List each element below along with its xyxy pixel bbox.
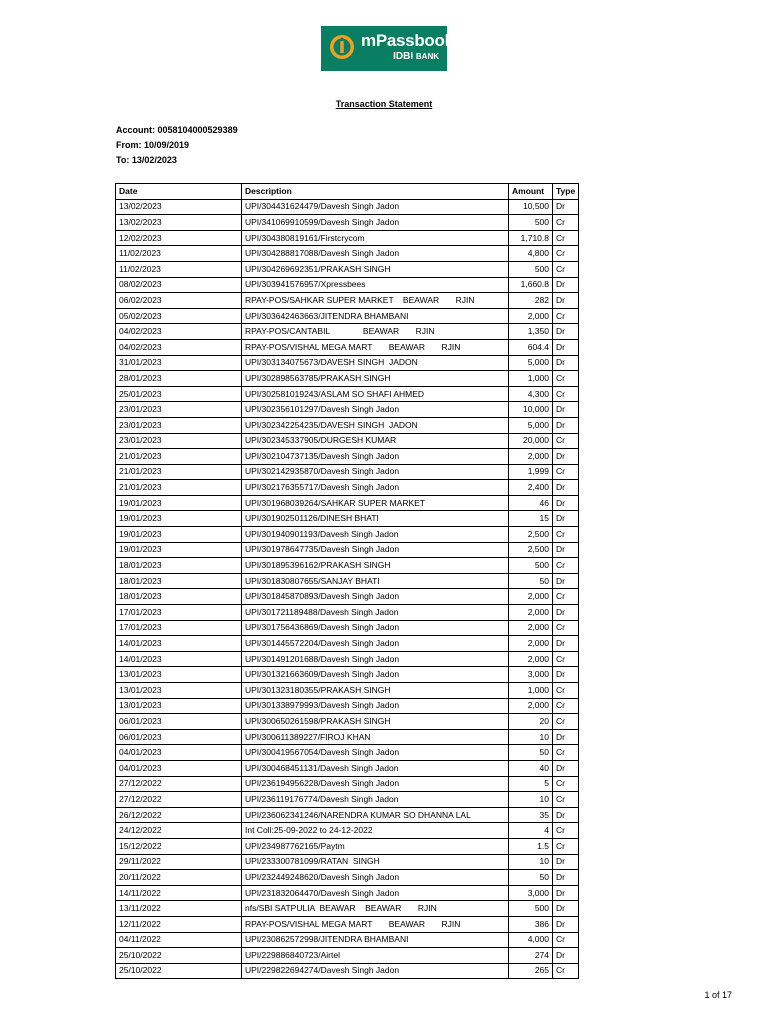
cell-amount: 4,300 (509, 386, 553, 402)
table-row (116, 511, 579, 527)
cell-date: 13/01/2023 (116, 683, 242, 699)
cell-date: 19/01/2023 (116, 511, 242, 527)
cell-type: Cr (553, 792, 579, 808)
cell-date: 21/01/2023 (116, 480, 242, 496)
cell-date: 23/01/2023 (116, 433, 242, 449)
table-row (116, 651, 579, 667)
cell-amount: 50 (509, 573, 553, 589)
table-row (116, 916, 579, 932)
cell-date: 11/02/2023 (116, 246, 242, 262)
cell-amount: 265 (509, 963, 553, 979)
cell-amount: 2,000 (509, 605, 553, 621)
cell-amount: 10,000 (509, 402, 553, 418)
cell-type: Dr (553, 573, 579, 589)
cell-date: 18/01/2023 (116, 589, 242, 605)
cell-date: 18/01/2023 (116, 573, 242, 589)
cell-amount: 274 (509, 948, 553, 964)
cell-type: Dr (553, 870, 579, 886)
cell-amount: 3,000 (509, 885, 553, 901)
cell-type: Cr (553, 776, 579, 792)
cell-date: 20/11/2022 (116, 870, 242, 886)
cell-type: Cr (553, 308, 579, 324)
cell-date: 27/12/2022 (116, 776, 242, 792)
cell-amount: 10 (509, 729, 553, 745)
table-row (116, 355, 579, 371)
cell-date: 17/01/2023 (116, 605, 242, 621)
cell-amount: 1,710.8 (509, 230, 553, 246)
cell-amount: 386 (509, 916, 553, 932)
cell-type: Cr (553, 683, 579, 699)
cell-date: 31/01/2023 (116, 355, 242, 371)
cell-type: Cr (553, 698, 579, 714)
cell-type: Cr (553, 620, 579, 636)
cell-amount: 4,800 (509, 246, 553, 262)
cell-amount: 50 (509, 745, 553, 761)
table-row (116, 838, 579, 854)
cell-description: UPI/300611389227/FIROJ KHAN (242, 729, 509, 745)
cell-type: Cr (553, 386, 579, 402)
account-number: Account: 0058104000529389 (116, 125, 238, 135)
cell-description: UPI/301895396162/PRAKASH SINGH (242, 558, 509, 574)
cell-amount: 604.4 (509, 339, 553, 355)
table-row (116, 823, 579, 839)
logo-bank: IDBI (393, 51, 414, 62)
cell-amount: 5 (509, 776, 553, 792)
cell-date: 06/01/2023 (116, 729, 242, 745)
cell-type: Dr (553, 636, 579, 652)
table-row (116, 963, 579, 979)
table-row (116, 339, 579, 355)
cell-description: UPI/301978647735/Davesh Singh Jadon (242, 542, 509, 558)
cell-type: Dr (553, 916, 579, 932)
cell-type: Dr (553, 807, 579, 823)
table-row (116, 464, 579, 480)
cell-type: Cr (553, 714, 579, 730)
from-date: From: 10/09/2019 (116, 140, 190, 150)
cell-description: UPI/304380819161/Firstcrycom (242, 230, 509, 246)
table-row (116, 433, 579, 449)
cell-type: Cr (553, 433, 579, 449)
cell-description: nfs/SBI SATPULIA BEAWAR BEAWAR RJIN (242, 901, 509, 917)
table-row (116, 807, 579, 823)
cell-description: UPI/303941576957/Xpressbees (242, 277, 509, 293)
cell-type: Cr (553, 838, 579, 854)
cell-date: 21/01/2023 (116, 449, 242, 465)
cell-description: UPI/302581019243/ASLAM SO SHAFI AHMED (242, 386, 509, 402)
cell-description: UPI/302342254235/DAVESH SINGH JADON (242, 417, 509, 433)
cell-amount: 282 (509, 293, 553, 309)
cell-description: UPI/300419567054/Davesh Singh Jadon (242, 745, 509, 761)
cell-date: 04/02/2023 (116, 339, 242, 355)
table-row (116, 402, 579, 418)
column-header-amount: Amount (509, 184, 553, 200)
cell-date: 23/01/2023 (116, 417, 242, 433)
cell-description: Int Coll:25-09-2022 to 24-12-2022 (242, 823, 509, 839)
cell-description: UPI/232449248620/Davesh Singh Jadon (242, 870, 509, 886)
cell-type: Dr (553, 605, 579, 621)
column-header-date: Date (116, 184, 242, 200)
cell-description: UPI/234987762165/Paytm (242, 838, 509, 854)
cell-amount: 2,000 (509, 651, 553, 667)
cell-date: 28/01/2023 (116, 371, 242, 387)
transaction-table (115, 183, 579, 979)
cell-description: UPI/236119176774/Davesh Singh Jadon (242, 792, 509, 808)
logo-bank-name (393, 51, 439, 63)
cell-description: UPI/301940901193/Davesh Singh Jadon (242, 527, 509, 543)
cell-description: UPI/304431624479/Davesh Singh Jadon (242, 199, 509, 215)
cell-amount: 3,000 (509, 667, 553, 683)
cell-description: UPI/302898563785/PRAKASH SINGH (242, 371, 509, 387)
cell-date: 21/01/2023 (116, 464, 242, 480)
table-row (116, 714, 579, 730)
cell-type: Cr (553, 230, 579, 246)
cell-amount: 5,000 (509, 355, 553, 371)
cell-amount: 4,000 (509, 932, 553, 948)
table-row (116, 542, 579, 558)
cell-description: UPI/302142935870/Davesh Singh Jadon (242, 464, 509, 480)
cell-description: RPAY-POS/VISHAL MEGA MART BEAWAR RJIN (242, 916, 509, 932)
cell-amount: 20 (509, 714, 553, 730)
statement-title: Transaction Statement (335, 99, 433, 109)
cell-date: 06/01/2023 (116, 714, 242, 730)
cell-date: 12/02/2023 (116, 230, 242, 246)
account-info (116, 123, 238, 168)
cell-date: 13/11/2022 (116, 901, 242, 917)
table-row (116, 386, 579, 402)
cell-amount: 2,000 (509, 620, 553, 636)
cell-amount: 500 (509, 558, 553, 574)
table-row (116, 870, 579, 886)
cell-type: Dr (553, 854, 579, 870)
cell-description: UPI/301756436869/Davesh Singh Jadon (242, 620, 509, 636)
cell-amount: 5,000 (509, 417, 553, 433)
table-row (116, 729, 579, 745)
cell-description: UPI/302176355717/Davesh Singh Jadon (242, 480, 509, 496)
cell-amount: 35 (509, 807, 553, 823)
cell-description: UPI/301968039264/SAHKAR SUPER MARKET (242, 495, 509, 511)
cell-amount: 20,000 (509, 433, 553, 449)
cell-amount: 2,400 (509, 480, 553, 496)
cell-type: Dr (553, 901, 579, 917)
cell-description: UPI/301902501126/DINESH BHATI (242, 511, 509, 527)
table-row (116, 527, 579, 543)
cell-date: 19/01/2023 (116, 527, 242, 543)
cell-type: Cr (553, 932, 579, 948)
cell-type: Dr (553, 324, 579, 340)
cell-description: UPI/301321663609/Davesh Singh Jadon (242, 667, 509, 683)
cell-type: Dr (553, 355, 579, 371)
cell-description: UPI/303642463663/JITENDRA BHAMBANI (242, 308, 509, 324)
cell-date: 06/02/2023 (116, 293, 242, 309)
table-row (116, 885, 579, 901)
cell-amount: 500 (509, 261, 553, 277)
cell-date: 25/10/2022 (116, 963, 242, 979)
table-row (116, 230, 579, 246)
table-row (116, 901, 579, 917)
table-row (116, 199, 579, 215)
cell-type: Dr (553, 277, 579, 293)
cell-type: Cr (553, 246, 579, 262)
cell-date: 04/01/2023 (116, 760, 242, 776)
cell-date: 17/01/2023 (116, 620, 242, 636)
table-header-row (116, 184, 579, 200)
cell-type: Dr (553, 729, 579, 745)
cell-description: UPI/302356101297/Davesh Singh Jadon (242, 402, 509, 418)
cell-amount: 2,000 (509, 698, 553, 714)
cell-amount: 10 (509, 854, 553, 870)
cell-description: UPI/301338979993/Davesh Singh Jadon (242, 698, 509, 714)
column-header-type: Type (553, 184, 579, 200)
cell-amount: 46 (509, 495, 553, 511)
cell-description: RPAY-POS/VISHAL MEGA MART BEAWAR RJIN (242, 339, 509, 355)
cell-amount: 40 (509, 760, 553, 776)
cell-amount: 2,000 (509, 636, 553, 652)
idbi-emblem-icon (329, 34, 355, 60)
cell-date: 14/11/2022 (116, 885, 242, 901)
cell-description: UPI/229886840723/Airtel (242, 948, 509, 964)
cell-date: 08/02/2023 (116, 277, 242, 293)
cell-type: Cr (553, 464, 579, 480)
cell-date: 04/01/2023 (116, 745, 242, 761)
table-row (116, 495, 579, 511)
cell-description: UPI/304269692351/PRAKASH SINGH (242, 261, 509, 277)
logo-bank-suffix: BANK (415, 52, 439, 61)
logo-title: mPassbook (361, 31, 454, 50)
table-row (116, 776, 579, 792)
cell-type: Dr (553, 449, 579, 465)
cell-date: 23/01/2023 (116, 402, 242, 418)
cell-description: UPI/300650261598/PRAKASH SINGH (242, 714, 509, 730)
table-row (116, 948, 579, 964)
cell-amount: 500 (509, 215, 553, 231)
cell-description: UPI/236194956228/Davesh Singh Jadon (242, 776, 509, 792)
cell-date: 14/01/2023 (116, 651, 242, 667)
bank-logo (321, 26, 454, 71)
table-row (116, 573, 579, 589)
cell-date: 19/01/2023 (116, 495, 242, 511)
cell-date: 27/12/2022 (116, 792, 242, 808)
cell-type: Dr (553, 199, 579, 215)
cell-date: 15/12/2022 (116, 838, 242, 854)
cell-date: 19/01/2023 (116, 542, 242, 558)
table-row (116, 480, 579, 496)
cell-amount: 500 (509, 901, 553, 917)
cell-type: Dr (553, 885, 579, 901)
cell-description: RPAY-POS/SAHKAR SUPER MARKET BEAWAR RJIN (242, 293, 509, 309)
cell-amount: 4 (509, 823, 553, 839)
cell-amount: 1,000 (509, 683, 553, 699)
cell-description: UPI/301323180355/PRAKASH SINGH (242, 683, 509, 699)
cell-date: 13/02/2023 (116, 215, 242, 231)
cell-amount: 2,000 (509, 449, 553, 465)
cell-type: Cr (553, 651, 579, 667)
cell-description: UPI/229822694274/Davesh Singh Jadon (242, 963, 509, 979)
cell-amount: 2,500 (509, 542, 553, 558)
cell-description: UPI/301491201688/Davesh Singh Jadon (242, 651, 509, 667)
table-row (116, 215, 579, 231)
cell-date: 05/02/2023 (116, 308, 242, 324)
table-row (116, 667, 579, 683)
cell-type: Dr (553, 948, 579, 964)
table-row (116, 745, 579, 761)
cell-amount: 10 (509, 792, 553, 808)
cell-description: UPI/231832064470/Davesh Singh Jadon (242, 885, 509, 901)
cell-type: Cr (553, 261, 579, 277)
table-row (116, 605, 579, 621)
cell-date: 26/12/2022 (116, 807, 242, 823)
cell-description: UPI/230862572998/JITENDRA BHAMBANI (242, 932, 509, 948)
table-row (116, 558, 579, 574)
cell-amount: 1.5 (509, 838, 553, 854)
cell-date: 13/01/2023 (116, 667, 242, 683)
table-row (116, 636, 579, 652)
cell-amount: 1,999 (509, 464, 553, 480)
cell-description: UPI/236062341246/NARENDRA KUMAR SO DHANNA LAL (242, 807, 509, 823)
table-row (116, 932, 579, 948)
cell-amount: 1,660.8 (509, 277, 553, 293)
table-row (116, 854, 579, 870)
cell-amount: 1,000 (509, 371, 553, 387)
cell-amount: 15 (509, 511, 553, 527)
cell-description: RPAY-POS/CANTABIL BEAWAR RJIN (242, 324, 509, 340)
cell-type: Dr (553, 542, 579, 558)
cell-description: UPI/304288817088/Davesh Singh Jadon (242, 246, 509, 262)
table-row (116, 261, 579, 277)
table-row (116, 760, 579, 776)
cell-type: Dr (553, 417, 579, 433)
page-number: 1 of 17 (704, 990, 732, 1000)
cell-type: Dr (553, 339, 579, 355)
cell-date: 13/02/2023 (116, 199, 242, 215)
cell-date: 11/02/2023 (116, 261, 242, 277)
cell-description: UPI/233300781099/RATAN SINGH (242, 854, 509, 870)
cell-type: Dr (553, 667, 579, 683)
table-row (116, 277, 579, 293)
cell-date: 25/01/2023 (116, 386, 242, 402)
cell-type: Cr (553, 823, 579, 839)
cell-type: Cr (553, 215, 579, 231)
cell-type: Cr (553, 527, 579, 543)
cell-amount: 2,500 (509, 527, 553, 543)
table-row (116, 417, 579, 433)
column-header-description: Description (242, 184, 509, 200)
cell-date: 12/11/2022 (116, 916, 242, 932)
cell-date: 25/10/2022 (116, 948, 242, 964)
cell-amount: 1,350 (509, 324, 553, 340)
table-row (116, 308, 579, 324)
table-row (116, 698, 579, 714)
cell-type: Cr (553, 589, 579, 605)
cell-amount: 50 (509, 870, 553, 886)
cell-description: UPI/303134075673/DAVESH SINGH JADON (242, 355, 509, 371)
cell-type: Dr (553, 495, 579, 511)
cell-date: 24/12/2022 (116, 823, 242, 839)
table-body (116, 199, 579, 979)
cell-description: UPI/300468451131/Davesh Singh Jadon (242, 760, 509, 776)
cell-description: UPI/301845870893/Davesh Singh Jadon (242, 589, 509, 605)
table-row (116, 589, 579, 605)
table-row (116, 293, 579, 309)
cell-type: Dr (553, 402, 579, 418)
cell-type: Dr (553, 760, 579, 776)
table-row (116, 620, 579, 636)
table-row (116, 371, 579, 387)
cell-type: Dr (553, 480, 579, 496)
cell-description: UPI/301721189488/Davesh Singh Jadon (242, 605, 509, 621)
cell-description: UPI/341069910599/Davesh Singh Jadon (242, 215, 509, 231)
cell-amount: 10,500 (509, 199, 553, 215)
cell-description: UPI/301445572204/Davesh Singh Jadon (242, 636, 509, 652)
cell-date: 13/01/2023 (116, 698, 242, 714)
table-row (116, 246, 579, 262)
cell-type: Cr (553, 558, 579, 574)
to-date: To: 13/02/2023 (116, 155, 177, 165)
table-row (116, 449, 579, 465)
cell-amount: 2,000 (509, 308, 553, 324)
table-row (116, 324, 579, 340)
cell-description: UPI/301830807655/SANJAY BHATI (242, 573, 509, 589)
cell-description: UPI/302345337905/DURGESH KUMAR (242, 433, 509, 449)
table-row (116, 792, 579, 808)
cell-amount: 2,000 (509, 589, 553, 605)
cell-description: UPI/302104737135/Davesh Singh Jadon (242, 449, 509, 465)
table-row (116, 683, 579, 699)
cell-date: 04/02/2023 (116, 324, 242, 340)
cell-date: 18/01/2023 (116, 558, 242, 574)
cell-type: Cr (553, 745, 579, 761)
cell-date: 14/01/2023 (116, 636, 242, 652)
cell-type: Dr (553, 511, 579, 527)
cell-type: Dr (553, 293, 579, 309)
cell-type: Cr (553, 371, 579, 387)
cell-date: 04/11/2022 (116, 932, 242, 948)
cell-type: Cr (553, 963, 579, 979)
cell-date: 29/11/2022 (116, 854, 242, 870)
